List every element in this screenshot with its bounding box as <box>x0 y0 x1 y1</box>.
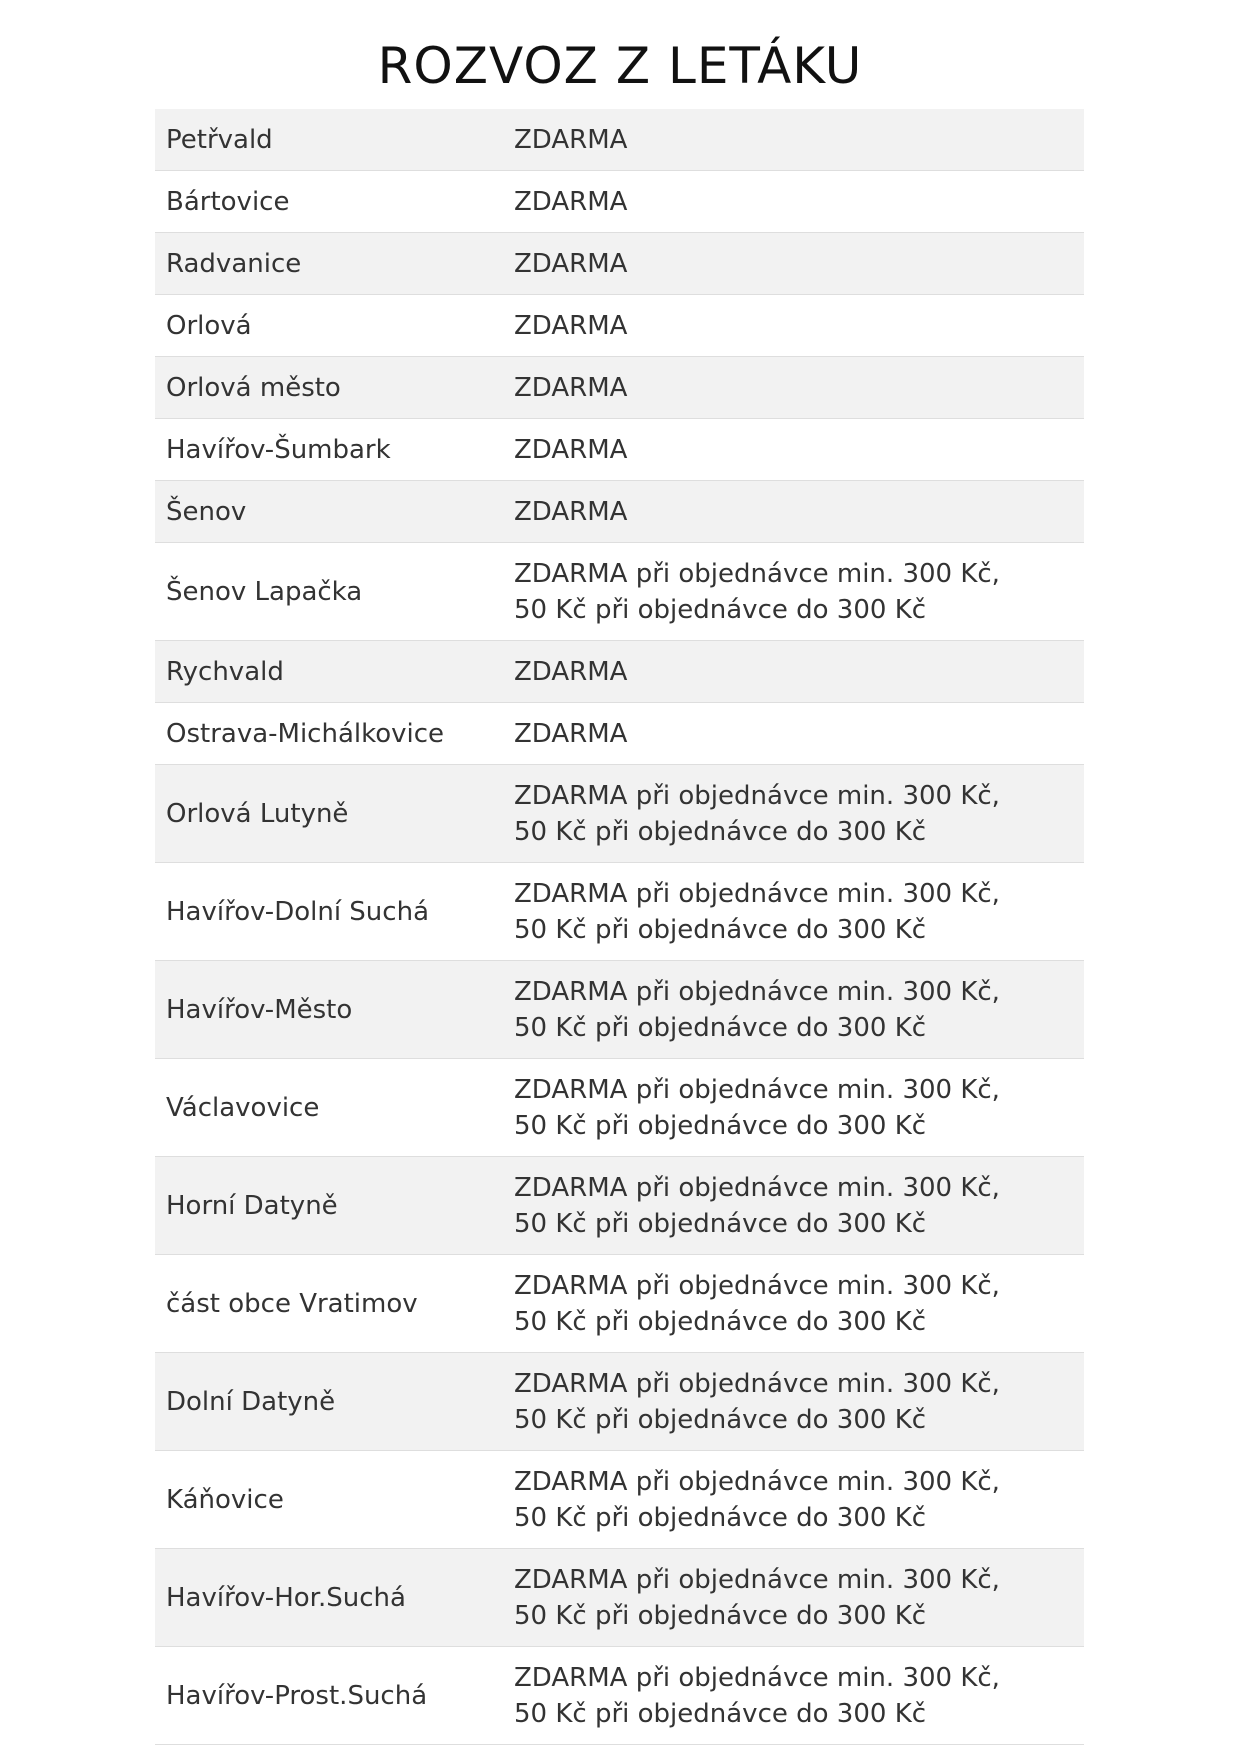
place-cell: Orlová Lutyně <box>166 798 349 829</box>
price-line: ZDARMA při objednávce min. 300 Kč, <box>514 1074 1000 1105</box>
price-cell <box>514 1562 1084 1634</box>
price-cell <box>514 876 1084 948</box>
price-cell <box>514 1170 1084 1242</box>
place-cell: Bártovice <box>166 186 290 217</box>
price-line: ZDARMA při objednávce min. 300 Kč, <box>514 976 1000 1007</box>
place-cell: část obce Vratimov <box>166 1288 418 1319</box>
price-line: ZDARMA při objednávce min. 300 Kč, <box>514 1368 1000 1399</box>
price-line: 50 Kč při objednávce do 300 Kč <box>514 816 927 847</box>
table-row <box>155 1647 1084 1745</box>
place-cell: Havířov-Prost.Suchá <box>166 1680 428 1711</box>
price-line: ZDARMA při objednávce min. 300 Kč, <box>514 1466 1000 1497</box>
price-cell <box>514 494 1084 530</box>
price-line: 50 Kč při objednávce do 300 Kč <box>514 1208 927 1239</box>
price-cell <box>514 556 1084 628</box>
price-line: ZDARMA <box>514 124 628 155</box>
place-cell: Václavovice <box>166 1092 320 1123</box>
price-line: ZDARMA <box>514 310 628 341</box>
place-cell: Havířov-Šumbark <box>166 434 391 465</box>
price-cell <box>514 716 1084 752</box>
table-row <box>155 1353 1084 1451</box>
price-line: ZDARMA při objednávce min. 300 Kč, <box>514 558 1000 589</box>
price-line: ZDARMA při objednávce min. 300 Kč, <box>514 1564 1000 1595</box>
table-row <box>155 1059 1084 1157</box>
table-row <box>155 641 1084 703</box>
price-line: ZDARMA <box>514 248 628 279</box>
table-row <box>155 961 1084 1059</box>
price-line: 50 Kč při objednávce do 300 Kč <box>514 1404 927 1435</box>
price-line: 50 Kč při objednávce do 300 Kč <box>514 914 927 945</box>
place-cell: Dolní Datyně <box>166 1386 336 1417</box>
table-row <box>155 171 1084 233</box>
place-cell: Káňovice <box>166 1484 284 1515</box>
price-line: 50 Kč při objednávce do 300 Kč <box>514 1012 927 1043</box>
table-row <box>155 1549 1084 1647</box>
page-title: ROZVOZ Z LETÁKU <box>377 37 863 95</box>
table-row <box>155 1255 1084 1353</box>
table-row <box>155 1157 1084 1255</box>
price-line: 50 Kč při objednávce do 300 Kč <box>514 594 927 625</box>
place-cell: Šenov <box>166 496 247 527</box>
price-line: ZDARMA <box>514 186 628 217</box>
table-row <box>155 1451 1084 1549</box>
price-line: ZDARMA při objednávce min. 300 Kč, <box>514 1172 1000 1203</box>
place-cell: Radvanice <box>166 248 302 279</box>
price-line: ZDARMA <box>514 496 628 527</box>
price-cell <box>514 184 1084 220</box>
price-cell <box>514 1072 1084 1144</box>
price-cell <box>514 1660 1084 1732</box>
place-cell: Šenov Lapačka <box>166 576 363 607</box>
place-cell: Petřvald <box>166 124 273 155</box>
price-line: ZDARMA <box>514 372 628 403</box>
price-line: ZDARMA <box>514 656 628 687</box>
price-line: 50 Kč při objednávce do 300 Kč <box>514 1502 927 1533</box>
price-cell <box>514 1366 1084 1438</box>
table-row <box>155 233 1084 295</box>
price-line: ZDARMA <box>514 718 628 749</box>
price-line: ZDARMA při objednávce min. 300 Kč, <box>514 1662 1000 1693</box>
table-row <box>155 703 1084 765</box>
place-cell: Havířov-Město <box>166 994 353 1025</box>
price-cell <box>514 778 1084 850</box>
price-line: 50 Kč při objednávce do 300 Kč <box>514 1110 927 1141</box>
price-cell <box>514 370 1084 406</box>
place-cell: Orlová město <box>166 372 341 403</box>
price-line: 50 Kč při objednávce do 300 Kč <box>514 1600 927 1631</box>
place-cell: Orlová <box>166 310 252 341</box>
place-cell: Havířov-Dolní Suchá <box>166 896 429 927</box>
place-cell: Horní Datyně <box>166 1190 338 1221</box>
price-cell <box>514 974 1084 1046</box>
table-row <box>155 109 1084 171</box>
price-line: 50 Kč při objednávce do 300 Kč <box>514 1306 927 1337</box>
table-row <box>155 295 1084 357</box>
price-line: ZDARMA <box>514 434 628 465</box>
table-row <box>155 765 1084 863</box>
price-cell <box>514 246 1084 282</box>
price-cell <box>514 432 1084 468</box>
price-line: ZDARMA při objednávce min. 300 Kč, <box>514 780 1000 811</box>
table-row <box>155 543 1084 641</box>
place-cell: Rychvald <box>166 656 284 687</box>
place-cell: Havířov-Hor.Suchá <box>166 1582 406 1613</box>
price-cell <box>514 654 1084 690</box>
price-line: ZDARMA při objednávce min. 300 Kč, <box>514 878 1000 909</box>
place-cell: Ostrava-Michálkovice <box>166 718 445 749</box>
price-cell <box>514 1464 1084 1536</box>
table-row <box>155 419 1084 481</box>
price-line: 50 Kč při objednávce do 300 Kč <box>514 1698 927 1729</box>
delivery-table <box>155 109 1084 1745</box>
price-cell <box>514 308 1084 344</box>
price-cell <box>514 1268 1084 1340</box>
price-cell <box>514 122 1084 158</box>
table-row <box>155 481 1084 543</box>
price-line: ZDARMA při objednávce min. 300 Kč, <box>514 1270 1000 1301</box>
table-row <box>155 863 1084 961</box>
table-row <box>155 357 1084 419</box>
